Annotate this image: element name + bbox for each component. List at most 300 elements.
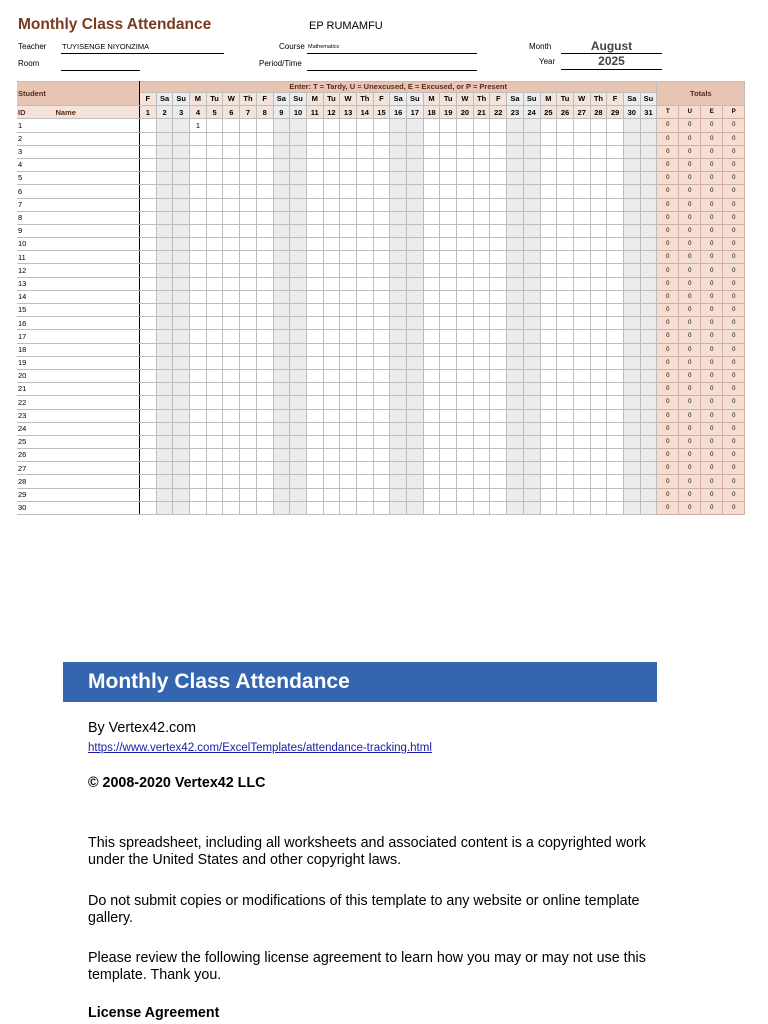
attendance-cell[interactable] <box>407 343 424 356</box>
attendance-cell[interactable] <box>306 211 323 224</box>
attendance-cell[interactable] <box>523 356 540 369</box>
attendance-cell[interactable] <box>640 238 657 251</box>
attendance-cell[interactable] <box>140 317 157 330</box>
attendance-cell[interactable] <box>540 475 557 488</box>
attendance-cell[interactable] <box>290 172 307 185</box>
attendance-cell[interactable] <box>340 119 357 132</box>
attendance-cell[interactable] <box>206 290 223 303</box>
attendance-cell[interactable] <box>156 488 173 501</box>
attendance-cell[interactable] <box>507 238 524 251</box>
attendance-cell[interactable] <box>190 317 207 330</box>
student-id-cell[interactable]: 27 <box>17 462 140 475</box>
attendance-cell[interactable] <box>540 396 557 409</box>
student-id-cell[interactable]: 9 <box>17 224 140 237</box>
attendance-cell[interactable] <box>607 383 624 396</box>
attendance-cell[interactable] <box>573 396 590 409</box>
attendance-cell[interactable] <box>323 435 340 448</box>
attendance-cell[interactable] <box>356 185 373 198</box>
attendance-cell[interactable] <box>490 383 507 396</box>
attendance-cell[interactable] <box>623 238 640 251</box>
attendance-cell[interactable] <box>240 462 257 475</box>
attendance-cell[interactable] <box>306 383 323 396</box>
attendance-cell[interactable] <box>140 343 157 356</box>
attendance-cell[interactable] <box>340 172 357 185</box>
attendance-cell[interactable] <box>540 422 557 435</box>
attendance-cell[interactable] <box>573 277 590 290</box>
attendance-cell[interactable] <box>407 158 424 171</box>
attendance-cell[interactable] <box>640 462 657 475</box>
attendance-cell[interactable] <box>206 145 223 158</box>
attendance-cell[interactable] <box>407 501 424 514</box>
attendance-cell[interactable] <box>273 158 290 171</box>
attendance-cell[interactable] <box>323 224 340 237</box>
attendance-cell[interactable] <box>623 462 640 475</box>
attendance-cell[interactable] <box>223 224 240 237</box>
attendance-cell[interactable] <box>223 238 240 251</box>
attendance-cell[interactable] <box>206 119 223 132</box>
attendance-cell[interactable] <box>140 119 157 132</box>
attendance-cell[interactable] <box>490 330 507 343</box>
attendance-cell[interactable] <box>457 501 474 514</box>
attendance-cell[interactable] <box>156 422 173 435</box>
attendance-cell[interactable] <box>290 304 307 317</box>
attendance-cell[interactable] <box>440 501 457 514</box>
attendance-cell[interactable] <box>256 172 273 185</box>
attendance-cell[interactable] <box>623 264 640 277</box>
attendance-cell[interactable] <box>623 119 640 132</box>
attendance-cell[interactable] <box>240 383 257 396</box>
attendance-cell[interactable] <box>156 317 173 330</box>
attendance-cell[interactable] <box>457 264 474 277</box>
attendance-cell[interactable] <box>573 145 590 158</box>
attendance-cell[interactable] <box>173 475 190 488</box>
attendance-cell[interactable] <box>523 422 540 435</box>
attendance-cell[interactable] <box>540 172 557 185</box>
attendance-cell[interactable] <box>573 475 590 488</box>
attendance-cell[interactable] <box>240 409 257 422</box>
attendance-cell[interactable] <box>173 383 190 396</box>
attendance-cell[interactable] <box>440 132 457 145</box>
attendance-cell[interactable] <box>340 449 357 462</box>
attendance-cell[interactable] <box>306 356 323 369</box>
attendance-cell[interactable] <box>240 158 257 171</box>
attendance-cell[interactable] <box>440 211 457 224</box>
attendance-cell[interactable] <box>473 198 490 211</box>
attendance-cell[interactable] <box>373 330 390 343</box>
attendance-cell[interactable] <box>573 119 590 132</box>
attendance-cell[interactable] <box>273 119 290 132</box>
attendance-cell[interactable] <box>356 132 373 145</box>
attendance-cell[interactable] <box>256 238 273 251</box>
attendance-cell[interactable] <box>340 211 357 224</box>
attendance-cell[interactable] <box>156 409 173 422</box>
attendance-cell[interactable] <box>423 462 440 475</box>
attendance-cell[interactable] <box>507 462 524 475</box>
attendance-cell[interactable] <box>273 132 290 145</box>
attendance-cell[interactable] <box>640 383 657 396</box>
attendance-cell[interactable] <box>323 119 340 132</box>
attendance-cell[interactable] <box>573 488 590 501</box>
attendance-cell[interactable] <box>240 449 257 462</box>
attendance-cell[interactable] <box>173 251 190 264</box>
attendance-cell[interactable] <box>557 356 574 369</box>
attendance-cell[interactable] <box>190 145 207 158</box>
attendance-cell[interactable] <box>407 369 424 382</box>
attendance-cell[interactable] <box>490 277 507 290</box>
attendance-cell[interactable] <box>490 422 507 435</box>
attendance-cell[interactable] <box>523 449 540 462</box>
attendance-cell[interactable] <box>273 435 290 448</box>
attendance-cell[interactable] <box>557 449 574 462</box>
attendance-cell[interactable] <box>440 172 457 185</box>
attendance-cell[interactable] <box>223 264 240 277</box>
attendance-cell[interactable] <box>340 369 357 382</box>
attendance-cell[interactable] <box>190 383 207 396</box>
attendance-cell[interactable] <box>440 158 457 171</box>
attendance-cell[interactable] <box>540 277 557 290</box>
attendance-cell[interactable] <box>473 422 490 435</box>
student-id-cell[interactable]: 7 <box>17 198 140 211</box>
attendance-cell[interactable] <box>457 119 474 132</box>
attendance-cell[interactable] <box>590 383 607 396</box>
attendance-cell[interactable] <box>373 383 390 396</box>
attendance-cell[interactable] <box>206 409 223 422</box>
attendance-cell[interactable] <box>557 119 574 132</box>
attendance-cell[interactable] <box>507 435 524 448</box>
attendance-cell[interactable] <box>607 343 624 356</box>
attendance-cell[interactable] <box>523 224 540 237</box>
attendance-cell[interactable] <box>473 119 490 132</box>
attendance-cell[interactable] <box>356 211 373 224</box>
attendance-cell[interactable] <box>223 119 240 132</box>
attendance-cell[interactable] <box>540 501 557 514</box>
attendance-cell[interactable] <box>373 224 390 237</box>
attendance-cell[interactable] <box>273 369 290 382</box>
attendance-cell[interactable] <box>306 251 323 264</box>
attendance-cell[interactable] <box>140 238 157 251</box>
attendance-cell[interactable] <box>540 409 557 422</box>
attendance-cell[interactable] <box>256 290 273 303</box>
attendance-cell[interactable] <box>607 475 624 488</box>
attendance-cell[interactable] <box>540 251 557 264</box>
attendance-cell[interactable] <box>306 132 323 145</box>
attendance-cell[interactable] <box>340 422 357 435</box>
attendance-cell[interactable] <box>306 224 323 237</box>
attendance-cell[interactable] <box>140 422 157 435</box>
attendance-cell[interactable] <box>573 422 590 435</box>
attendance-cell[interactable] <box>507 330 524 343</box>
attendance-cell[interactable] <box>290 435 307 448</box>
attendance-cell[interactable] <box>640 304 657 317</box>
attendance-cell[interactable] <box>140 449 157 462</box>
attendance-cell[interactable] <box>407 330 424 343</box>
attendance-cell[interactable] <box>390 185 407 198</box>
attendance-cell[interactable] <box>223 304 240 317</box>
attendance-cell[interactable] <box>457 343 474 356</box>
attendance-cell[interactable] <box>206 462 223 475</box>
attendance-cell[interactable] <box>590 409 607 422</box>
room-field[interactable] <box>61 57 140 71</box>
attendance-cell[interactable] <box>640 330 657 343</box>
attendance-cell[interactable] <box>273 422 290 435</box>
attendance-cell[interactable] <box>607 198 624 211</box>
student-id-cell[interactable]: 20 <box>17 369 140 382</box>
attendance-cell[interactable] <box>140 356 157 369</box>
attendance-cell[interactable] <box>173 145 190 158</box>
attendance-cell[interactable] <box>356 383 373 396</box>
attendance-cell[interactable] <box>306 198 323 211</box>
attendance-cell[interactable] <box>373 145 390 158</box>
attendance-cell[interactable] <box>423 145 440 158</box>
attendance-cell[interactable] <box>173 211 190 224</box>
attendance-cell[interactable] <box>306 119 323 132</box>
attendance-cell[interactable] <box>557 185 574 198</box>
attendance-cell[interactable] <box>423 290 440 303</box>
attendance-cell[interactable] <box>407 185 424 198</box>
attendance-cell[interactable] <box>356 369 373 382</box>
school-name[interactable]: EP RUMAMFU <box>309 20 383 32</box>
attendance-cell[interactable] <box>240 501 257 514</box>
attendance-cell[interactable] <box>440 488 457 501</box>
attendance-cell[interactable] <box>590 132 607 145</box>
attendance-cell[interactable] <box>490 435 507 448</box>
attendance-cell[interactable] <box>623 224 640 237</box>
attendance-cell[interactable] <box>256 145 273 158</box>
attendance-cell[interactable] <box>557 475 574 488</box>
attendance-cell[interactable] <box>623 304 640 317</box>
attendance-cell[interactable] <box>407 356 424 369</box>
attendance-cell[interactable] <box>607 238 624 251</box>
attendance-cell[interactable] <box>407 119 424 132</box>
attendance-cell[interactable] <box>423 185 440 198</box>
attendance-cell[interactable] <box>590 304 607 317</box>
attendance-cell[interactable] <box>390 475 407 488</box>
attendance-cell[interactable] <box>423 132 440 145</box>
attendance-cell[interactable] <box>490 488 507 501</box>
attendance-cell[interactable] <box>340 158 357 171</box>
attendance-cell[interactable] <box>473 172 490 185</box>
attendance-cell[interactable] <box>190 409 207 422</box>
attendance-cell[interactable] <box>523 158 540 171</box>
attendance-cell[interactable] <box>306 172 323 185</box>
student-id-cell[interactable]: 5 <box>17 172 140 185</box>
attendance-cell[interactable] <box>423 475 440 488</box>
attendance-cell[interactable] <box>557 462 574 475</box>
attendance-cell[interactable] <box>507 317 524 330</box>
attendance-cell[interactable] <box>540 435 557 448</box>
attendance-cell[interactable] <box>206 475 223 488</box>
attendance-cell[interactable] <box>240 290 257 303</box>
attendance-cell[interactable] <box>323 356 340 369</box>
attendance-cell[interactable] <box>540 488 557 501</box>
student-id-cell[interactable]: 15 <box>17 304 140 317</box>
attendance-cell[interactable] <box>206 185 223 198</box>
attendance-cell[interactable] <box>640 251 657 264</box>
attendance-cell[interactable] <box>290 132 307 145</box>
attendance-cell[interactable] <box>340 264 357 277</box>
attendance-cell[interactable] <box>390 317 407 330</box>
attendance-cell[interactable] <box>173 264 190 277</box>
attendance-cell[interactable] <box>190 435 207 448</box>
attendance-cell[interactable] <box>140 383 157 396</box>
attendance-cell[interactable] <box>607 435 624 448</box>
attendance-cell[interactable] <box>590 435 607 448</box>
attendance-cell[interactable] <box>340 343 357 356</box>
attendance-cell[interactable] <box>256 475 273 488</box>
attendance-cell[interactable] <box>206 488 223 501</box>
attendance-cell[interactable] <box>156 264 173 277</box>
attendance-cell[interactable] <box>573 185 590 198</box>
attendance-cell[interactable] <box>373 449 390 462</box>
attendance-cell[interactable] <box>140 145 157 158</box>
attendance-cell[interactable] <box>190 449 207 462</box>
attendance-cell[interactable] <box>273 264 290 277</box>
attendance-cell[interactable] <box>557 383 574 396</box>
attendance-cell[interactable] <box>323 475 340 488</box>
attendance-cell[interactable] <box>473 383 490 396</box>
attendance-cell[interactable] <box>223 435 240 448</box>
attendance-cell[interactable] <box>156 224 173 237</box>
attendance-cell[interactable] <box>306 422 323 435</box>
attendance-cell[interactable] <box>190 488 207 501</box>
attendance-cell[interactable] <box>190 172 207 185</box>
attendance-cell[interactable] <box>607 132 624 145</box>
attendance-cell[interactable] <box>156 396 173 409</box>
attendance-cell[interactable] <box>457 449 474 462</box>
attendance-cell[interactable] <box>507 343 524 356</box>
attendance-cell[interactable] <box>440 304 457 317</box>
attendance-cell[interactable] <box>540 343 557 356</box>
attendance-cell[interactable] <box>323 290 340 303</box>
attendance-cell[interactable] <box>590 172 607 185</box>
attendance-cell[interactable] <box>173 304 190 317</box>
attendance-cell[interactable] <box>640 172 657 185</box>
attendance-cell[interactable] <box>306 449 323 462</box>
attendance-cell[interactable] <box>240 475 257 488</box>
attendance-cell[interactable] <box>206 158 223 171</box>
attendance-cell[interactable] <box>423 488 440 501</box>
attendance-cell[interactable] <box>440 238 457 251</box>
attendance-cell[interactable] <box>440 462 457 475</box>
attendance-cell[interactable] <box>590 238 607 251</box>
attendance-cell[interactable] <box>156 119 173 132</box>
attendance-cell[interactable] <box>507 449 524 462</box>
student-id-cell[interactable]: 25 <box>17 435 140 448</box>
attendance-cell[interactable] <box>156 304 173 317</box>
attendance-cell[interactable] <box>373 304 390 317</box>
attendance-cell[interactable] <box>256 317 273 330</box>
attendance-cell[interactable] <box>590 158 607 171</box>
attendance-cell[interactable] <box>390 251 407 264</box>
year-field[interactable] <box>561 54 662 70</box>
attendance-cell[interactable] <box>590 356 607 369</box>
attendance-cell[interactable] <box>223 343 240 356</box>
attendance-cell[interactable] <box>290 343 307 356</box>
attendance-cell[interactable] <box>223 290 240 303</box>
attendance-cell[interactable] <box>590 501 607 514</box>
attendance-cell[interactable] <box>607 224 624 237</box>
attendance-cell[interactable] <box>240 277 257 290</box>
attendance-cell[interactable] <box>407 145 424 158</box>
attendance-cell[interactable] <box>140 251 157 264</box>
attendance-cell[interactable] <box>290 264 307 277</box>
attendance-cell[interactable] <box>256 422 273 435</box>
attendance-cell[interactable] <box>407 264 424 277</box>
attendance-cell[interactable] <box>223 356 240 369</box>
attendance-cell[interactable] <box>457 422 474 435</box>
attendance-cell[interactable] <box>440 145 457 158</box>
attendance-cell[interactable] <box>173 132 190 145</box>
attendance-cell[interactable] <box>190 304 207 317</box>
attendance-cell[interactable] <box>306 488 323 501</box>
attendance-cell[interactable] <box>640 119 657 132</box>
attendance-cell[interactable] <box>273 383 290 396</box>
attendance-cell[interactable] <box>607 501 624 514</box>
attendance-cell[interactable] <box>407 475 424 488</box>
attendance-cell[interactable] <box>290 330 307 343</box>
attendance-cell[interactable] <box>306 475 323 488</box>
attendance-cell[interactable] <box>256 158 273 171</box>
attendance-cell[interactable] <box>540 304 557 317</box>
attendance-cell[interactable] <box>390 290 407 303</box>
attendance-cell[interactable] <box>607 304 624 317</box>
attendance-cell[interactable] <box>390 422 407 435</box>
attendance-cell[interactable] <box>390 383 407 396</box>
attendance-cell[interactable] <box>373 119 390 132</box>
attendance-cell[interactable] <box>623 383 640 396</box>
attendance-cell[interactable] <box>340 145 357 158</box>
attendance-cell[interactable] <box>373 158 390 171</box>
attendance-cell[interactable] <box>223 185 240 198</box>
attendance-cell[interactable] <box>256 304 273 317</box>
attendance-cell[interactable] <box>623 158 640 171</box>
attendance-cell[interactable] <box>557 132 574 145</box>
attendance-cell[interactable] <box>240 198 257 211</box>
attendance-cell[interactable] <box>590 330 607 343</box>
attendance-cell[interactable] <box>356 158 373 171</box>
attendance-cell[interactable] <box>323 277 340 290</box>
attendance-cell[interactable] <box>373 369 390 382</box>
attendance-cell[interactable] <box>356 449 373 462</box>
attendance-cell[interactable] <box>623 145 640 158</box>
attendance-cell[interactable] <box>540 224 557 237</box>
attendance-cell[interactable] <box>407 462 424 475</box>
student-id-cell[interactable]: 28 <box>17 475 140 488</box>
attendance-cell[interactable] <box>340 238 357 251</box>
attendance-cell[interactable] <box>523 383 540 396</box>
attendance-cell[interactable] <box>390 488 407 501</box>
attendance-cell[interactable] <box>507 158 524 171</box>
attendance-cell[interactable] <box>173 185 190 198</box>
attendance-cell[interactable] <box>356 330 373 343</box>
attendance-cell[interactable] <box>173 290 190 303</box>
attendance-cell[interactable] <box>240 238 257 251</box>
attendance-cell[interactable] <box>473 488 490 501</box>
attendance-cell[interactable] <box>273 488 290 501</box>
attendance-cell[interactable] <box>557 317 574 330</box>
attendance-cell[interactable] <box>323 132 340 145</box>
attendance-cell[interactable] <box>507 290 524 303</box>
attendance-cell[interactable] <box>457 145 474 158</box>
attendance-cell[interactable] <box>256 198 273 211</box>
attendance-cell[interactable] <box>573 304 590 317</box>
attendance-cell[interactable] <box>223 198 240 211</box>
attendance-cell[interactable] <box>173 158 190 171</box>
attendance-cell[interactable] <box>306 501 323 514</box>
attendance-cell[interactable] <box>390 304 407 317</box>
attendance-cell[interactable] <box>373 409 390 422</box>
attendance-cell[interactable] <box>290 158 307 171</box>
